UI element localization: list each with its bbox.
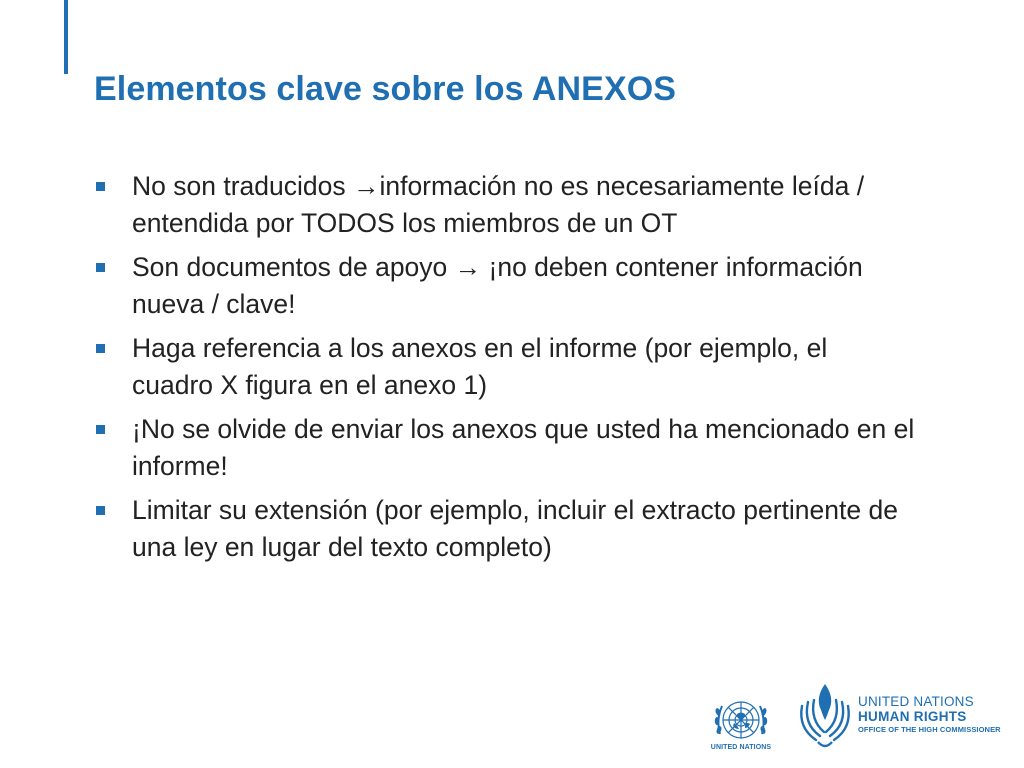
- bullet-text: Son documentos de apoyo → ¡no deben contener información nueva / clave!: [132, 252, 863, 319]
- un-logo-label: UNITED NATIONS: [710, 744, 772, 751]
- square-bullet-icon: [96, 263, 105, 272]
- bullet-item: [95, 492, 915, 565]
- ohchr-line-office: OFFICE OF THE HIGH COMMISSIONER: [858, 725, 1001, 734]
- square-bullet-icon: [96, 182, 105, 191]
- title-accent-bar: [64, 0, 68, 74]
- slide-title: Elementos clave sobre los ANEXOS: [94, 70, 677, 108]
- bullet-text: Haga referencia a los anexos en el informe (por ejemplo, el cuadro X figura en el anexo 1): [132, 333, 828, 400]
- ohchr-wordmark: [858, 694, 1000, 736]
- square-bullet-icon: [96, 506, 105, 515]
- ohchr-line-human-rights: HUMAN RIGHTS: [858, 709, 967, 724]
- bullet-item: [95, 330, 915, 403]
- bullet-item: [95, 411, 915, 484]
- ohchr-emblem-icon: [792, 676, 858, 756]
- bullet-item: [95, 168, 915, 241]
- bullet-text: Limitar su extensión (por ejemplo, incluir el extracto pertinente de una ley en lugar del texto completo): [132, 495, 898, 562]
- bullet-text: No son traducidos →información no es necesariamente leída / entendida por TODOS los miembros de un OT: [132, 171, 865, 238]
- square-bullet-icon: [96, 344, 105, 353]
- bullet-item: [95, 249, 915, 322]
- ohchr-line-united-nations: UNITED NATIONS: [858, 694, 974, 709]
- bullet-text: ¡No se olvide de enviar los anexos que usted ha mencionado en el informe!: [132, 414, 915, 481]
- footer-logos: [700, 676, 1000, 760]
- square-bullet-icon: [96, 425, 105, 434]
- bullet-list: [95, 168, 915, 573]
